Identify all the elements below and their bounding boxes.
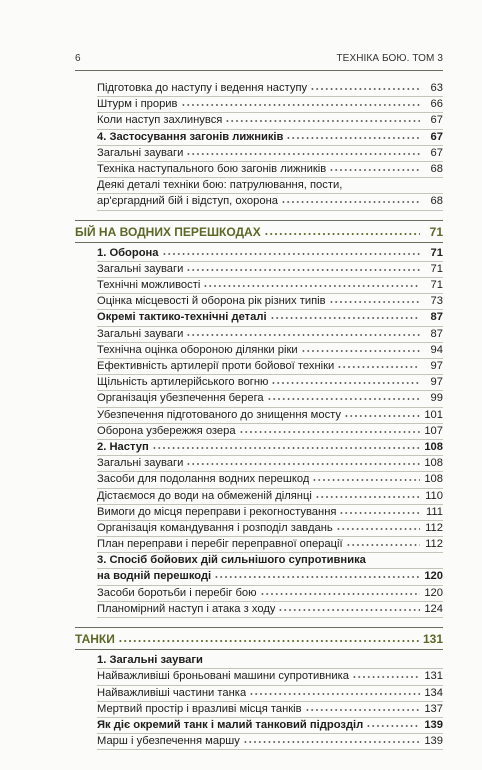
entry-page-number: 67 bbox=[430, 114, 443, 127]
entry-content bbox=[97, 112, 443, 128]
entry-page-number: 108 bbox=[424, 440, 443, 453]
entry-title: Мертвий простір і вразливі місця танків bbox=[97, 702, 302, 715]
entry-content bbox=[97, 652, 443, 668]
entry-page-number: 108 bbox=[424, 473, 443, 486]
dot-leader bbox=[271, 376, 420, 385]
entry-page-number: 134 bbox=[424, 686, 443, 699]
dot-leader bbox=[312, 473, 420, 482]
entry-title: Загальні зауваги bbox=[97, 457, 184, 470]
entry-page-number: 66 bbox=[430, 98, 443, 111]
entry-page-number: 124 bbox=[424, 602, 443, 615]
toc-entry[interactable] bbox=[75, 309, 443, 325]
entry-content bbox=[97, 568, 443, 584]
entry-title: Засоби боротьби і перебіг бою bbox=[97, 586, 257, 599]
page-number: 6 bbox=[75, 53, 81, 64]
dot-leader bbox=[366, 719, 420, 728]
entry-content bbox=[97, 342, 443, 358]
entry-content bbox=[97, 407, 443, 423]
toc-entry[interactable] bbox=[75, 520, 443, 536]
toc-entry[interactable] bbox=[75, 652, 443, 668]
entry-title: Загальні зауваги bbox=[97, 146, 184, 159]
dot-leader bbox=[281, 195, 420, 204]
entry-title: Організація убезпечення берега bbox=[97, 392, 264, 405]
dot-leader bbox=[337, 360, 420, 369]
toc-entry[interactable] bbox=[75, 568, 443, 584]
entry-page-number: 71 bbox=[430, 246, 443, 259]
entry-underline bbox=[97, 210, 443, 211]
entry-content bbox=[97, 245, 443, 261]
entry-title: Щільність артилерійського вогню bbox=[97, 376, 269, 389]
entry-content bbox=[97, 601, 443, 617]
toc-entry[interactable] bbox=[75, 717, 443, 733]
dot-leader bbox=[301, 344, 420, 353]
toc-entry[interactable] bbox=[75, 80, 443, 96]
entry-content bbox=[97, 439, 443, 455]
entry-page-number: 73 bbox=[430, 295, 443, 308]
toc-entry[interactable] bbox=[75, 439, 443, 455]
entry-page-number: 139 bbox=[424, 735, 443, 748]
dot-leader bbox=[339, 506, 420, 515]
entry-page-number: 68 bbox=[430, 162, 443, 175]
entry-title: 1. Загальні зауваги bbox=[97, 654, 203, 667]
entry-content bbox=[97, 488, 443, 504]
entry-content bbox=[97, 390, 443, 406]
dot-leader bbox=[315, 490, 420, 499]
entry-title: на водній перешкоді bbox=[97, 570, 212, 583]
dot-leader bbox=[264, 227, 420, 236]
entry-page-number: 108 bbox=[424, 457, 443, 470]
toc-entry[interactable] bbox=[75, 358, 443, 374]
dot-leader bbox=[249, 687, 420, 696]
entry-content bbox=[97, 552, 443, 568]
toc-entry[interactable] bbox=[75, 129, 443, 145]
toc-entry[interactable] bbox=[75, 504, 443, 520]
entry-page-number: 131 bbox=[424, 670, 443, 683]
entry-content bbox=[97, 701, 443, 717]
entry-content bbox=[97, 129, 443, 145]
toc-entry[interactable] bbox=[75, 245, 443, 261]
entry-title: Найважливіші частини танка bbox=[97, 686, 247, 699]
dot-leader bbox=[278, 603, 420, 612]
entry-page-number: 71 bbox=[430, 279, 443, 292]
entry-title: План переправи і перебіг переправної операції bbox=[97, 538, 343, 551]
header-rule bbox=[75, 70, 443, 71]
entry-content bbox=[97, 504, 443, 520]
entry-content bbox=[97, 145, 443, 161]
entry-page-number: 97 bbox=[430, 360, 443, 372]
dot-leader bbox=[352, 670, 420, 679]
entry-content bbox=[97, 455, 443, 471]
toc-entry[interactable] bbox=[75, 261, 443, 277]
entry-page-number: 120 bbox=[424, 586, 443, 599]
entry-title: Засоби для подолання водних перешкод bbox=[97, 473, 310, 486]
entry-title: Технічна оцінка обороною ділянки ріки bbox=[97, 343, 298, 356]
entry-page-number: 112 bbox=[425, 521, 443, 534]
toc-entry[interactable] bbox=[75, 488, 443, 504]
entry-content bbox=[97, 326, 443, 342]
toc-entry[interactable] bbox=[75, 193, 443, 209]
entry-content bbox=[97, 423, 443, 439]
entry-title: Загальні зауваги bbox=[97, 327, 184, 340]
toc-entry[interactable] bbox=[75, 423, 443, 439]
entry-title: 1. Оборона bbox=[97, 246, 159, 259]
book-title: ТЕХНІКА БОЮ. ТОМ 3 bbox=[336, 53, 443, 64]
entry-page-number: 101 bbox=[424, 408, 443, 421]
entry-title: Вимоги до місця переправи і рекогностування bbox=[97, 505, 337, 518]
entry-title: Ефективність артилерії проти бойової техніки bbox=[97, 360, 335, 372]
entry-title: Оцінка місцевості й оборона рік різних типів bbox=[97, 295, 326, 308]
toc-entry[interactable] bbox=[75, 342, 443, 358]
entry-content bbox=[97, 177, 443, 193]
entry-page-number: 99 bbox=[430, 392, 443, 405]
entry-page-number: 97 bbox=[430, 376, 443, 389]
toc-entry[interactable] bbox=[75, 293, 443, 309]
dot-leader bbox=[118, 634, 420, 643]
entry-page-number: 131 bbox=[422, 632, 443, 646]
entry-content bbox=[97, 293, 443, 309]
toc-entry[interactable] bbox=[75, 471, 443, 487]
toc-section-entry[interactable] bbox=[75, 224, 443, 240]
dot-leader bbox=[186, 147, 420, 156]
dot-leader bbox=[346, 538, 420, 547]
entry-title: 3. Спосіб бойових дій сильнішого супротивника bbox=[97, 554, 366, 567]
entry-page-number: 67 bbox=[430, 146, 443, 159]
toc-entry[interactable] bbox=[75, 701, 443, 717]
entry-title: Убезпечення підготованого до знищення мосту bbox=[97, 408, 342, 421]
entry-underline bbox=[97, 749, 443, 750]
entry-page-number: 87 bbox=[430, 327, 443, 340]
dot-leader bbox=[305, 703, 420, 712]
entry-underline bbox=[97, 617, 443, 618]
entry-title: Найважливіші броньовані машини супротивника bbox=[97, 670, 349, 683]
entry-title: Оборона узбережжя озера bbox=[97, 424, 236, 437]
entry-content bbox=[97, 80, 443, 96]
entry-content bbox=[97, 685, 443, 701]
toc-entry[interactable] bbox=[75, 96, 443, 112]
entry-page-number: 110 bbox=[425, 489, 443, 502]
entry-title: 2. Наступ bbox=[97, 440, 149, 453]
entry-content bbox=[97, 161, 443, 177]
toc-entry[interactable] bbox=[75, 112, 443, 128]
entry-title: 4. Застосування загонів лижників bbox=[97, 130, 284, 143]
toc-entry[interactable] bbox=[75, 585, 443, 601]
entry-page-number: 137 bbox=[424, 702, 443, 715]
entry-title: Технічні можливості bbox=[97, 279, 201, 292]
dot-leader bbox=[186, 328, 420, 337]
rule-line bbox=[75, 649, 443, 650]
toc-entry[interactable] bbox=[75, 455, 443, 471]
dot-leader bbox=[214, 570, 420, 579]
entry-page-number: 68 bbox=[430, 195, 443, 208]
dot-leader bbox=[336, 522, 420, 531]
entry-page-number: 94 bbox=[430, 343, 443, 356]
entry-content bbox=[97, 374, 443, 390]
entry-page-number: 107 bbox=[424, 424, 443, 437]
entry-title: Деякі деталі техніки бою: патрулювання, пости, bbox=[97, 179, 343, 192]
spacer bbox=[75, 210, 443, 220]
running-header bbox=[75, 51, 443, 67]
dot-leader bbox=[181, 98, 420, 107]
entry-title: Як діє окремий танк і малий танковий підрозділ bbox=[97, 718, 364, 731]
entry-page-number: 87 bbox=[430, 311, 443, 324]
toc-entry[interactable] bbox=[75, 407, 443, 423]
dot-leader bbox=[286, 131, 420, 140]
toc-entry[interactable] bbox=[75, 177, 443, 193]
dot-leader bbox=[203, 279, 420, 288]
entry-title: Дістаємося до води на обмеженій ділянці bbox=[97, 489, 312, 502]
rule-line bbox=[75, 627, 443, 628]
toc-entry[interactable] bbox=[75, 685, 443, 701]
rule-line bbox=[75, 242, 443, 243]
entry-page-number: 139 bbox=[424, 718, 443, 731]
entry-content bbox=[97, 717, 443, 733]
entry-content bbox=[75, 631, 443, 647]
entry-title: ар'єргардний бій і відступ, охорона bbox=[97, 195, 278, 208]
entry-content bbox=[97, 536, 443, 552]
toc-entry[interactable] bbox=[75, 161, 443, 177]
entry-title: ТАНКИ bbox=[75, 632, 115, 646]
toc-entry[interactable] bbox=[75, 374, 443, 390]
table-of-contents bbox=[75, 80, 443, 749]
entry-title: Окремі тактико-технічні деталі bbox=[97, 311, 267, 324]
dot-leader bbox=[186, 457, 420, 466]
entry-page-number: 67 bbox=[430, 130, 443, 143]
entry-content bbox=[97, 277, 443, 293]
dot-leader bbox=[310, 82, 420, 91]
entry-page-number: 71 bbox=[429, 224, 443, 239]
toc-entry[interactable] bbox=[75, 277, 443, 293]
dot-leader bbox=[344, 409, 420, 418]
entry-page-number: 120 bbox=[424, 570, 443, 583]
dot-leader bbox=[243, 735, 420, 744]
dot-leader bbox=[225, 114, 420, 123]
entry-title: Планомірний наступ і атака з ходу bbox=[97, 602, 276, 615]
toc-entry[interactable] bbox=[75, 326, 443, 342]
entry-title: Підготовка до наступу і ведення наступу bbox=[97, 82, 308, 94]
toc-entry[interactable] bbox=[75, 733, 443, 749]
entry-page-number: 63 bbox=[430, 82, 443, 94]
entry-content bbox=[97, 520, 443, 536]
dot-leader bbox=[239, 425, 420, 434]
entry-content bbox=[97, 358, 443, 374]
entry-page-number: 111 bbox=[425, 505, 443, 518]
entry-page-number: 112 bbox=[425, 538, 443, 551]
entry-content bbox=[97, 193, 443, 209]
toc-entry[interactable] bbox=[75, 601, 443, 617]
dot-leader bbox=[329, 295, 420, 304]
entry-title: Організація командування і розподіл завдань bbox=[97, 521, 333, 534]
entry-content bbox=[97, 261, 443, 277]
entry-title: Коли наступ захлинувся bbox=[97, 114, 223, 127]
entry-title: Штурм і прорив bbox=[97, 98, 178, 111]
dot-leader bbox=[267, 392, 420, 401]
toc-entry[interactable] bbox=[75, 668, 443, 684]
entry-title: БІЙ НА ВОДНИХ ПЕРЕШКОДАХ bbox=[75, 224, 261, 239]
rule-line bbox=[75, 220, 443, 221]
toc-entry[interactable] bbox=[75, 145, 443, 161]
entry-title: Техніка наступального бою загонів лижників bbox=[97, 162, 327, 175]
dot-leader bbox=[260, 587, 420, 596]
dot-leader bbox=[186, 263, 420, 272]
toc-section-entry[interactable] bbox=[75, 631, 443, 647]
entry-title: Загальні зауваги bbox=[97, 262, 184, 275]
entry-content bbox=[97, 309, 443, 325]
dot-leader bbox=[329, 163, 420, 172]
dot-leader bbox=[270, 311, 420, 320]
spacer bbox=[75, 617, 443, 627]
entry-content bbox=[97, 585, 443, 601]
dot-leader bbox=[152, 441, 420, 450]
entry-content bbox=[97, 733, 443, 749]
entry-content bbox=[97, 668, 443, 684]
entry-title: Марш і убезпечення маршу bbox=[97, 735, 240, 748]
entry-content bbox=[97, 471, 443, 487]
entry-content bbox=[97, 96, 443, 112]
entry-content bbox=[75, 224, 443, 240]
dot-leader bbox=[162, 247, 420, 256]
toc-entry[interactable] bbox=[75, 536, 443, 552]
toc-entry[interactable] bbox=[75, 552, 443, 568]
entry-page-number: 71 bbox=[430, 262, 443, 275]
toc-entry[interactable] bbox=[75, 390, 443, 406]
